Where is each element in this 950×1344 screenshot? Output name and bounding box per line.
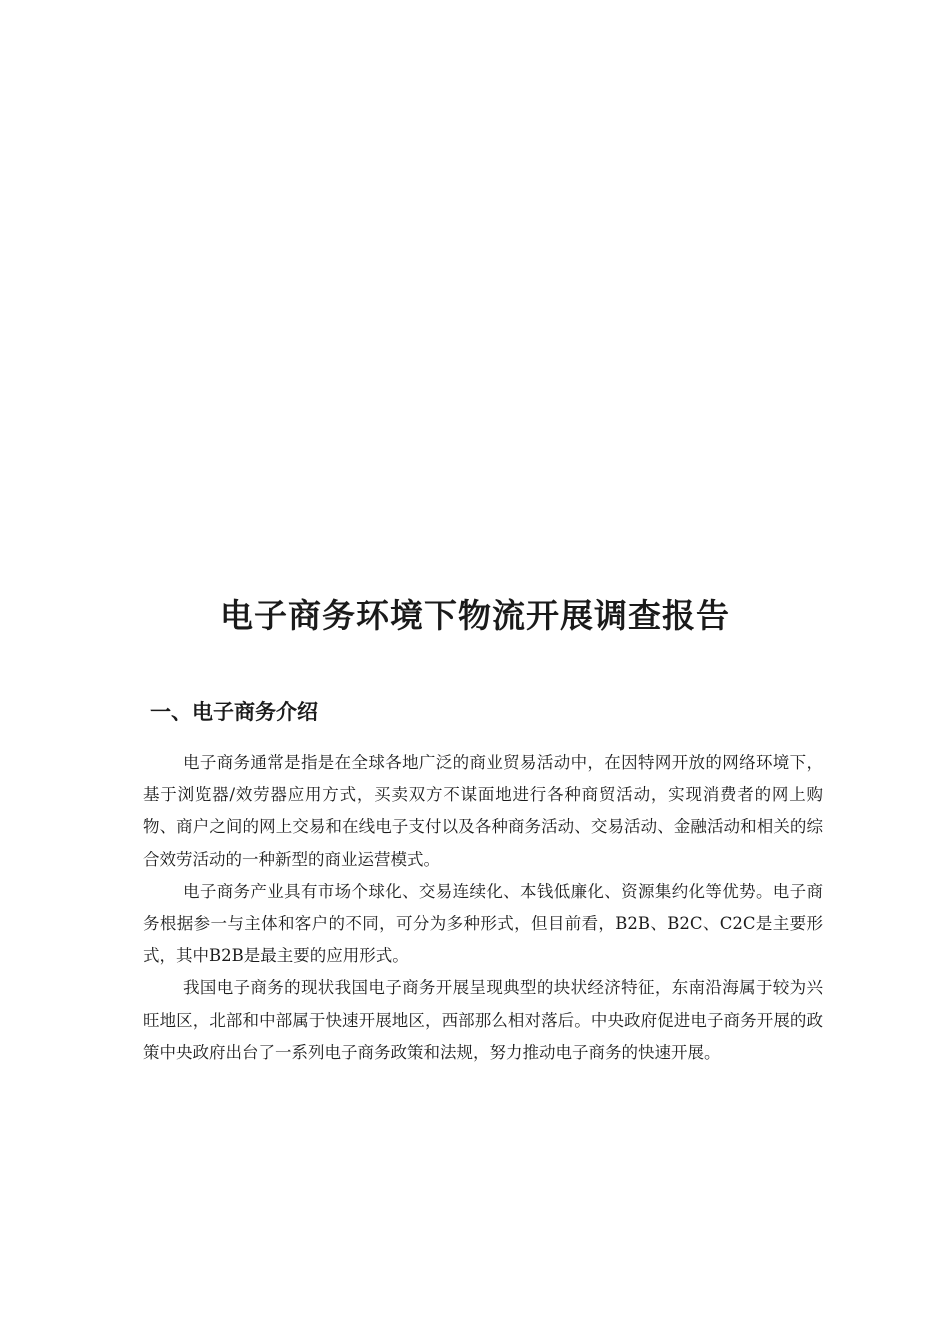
section-body <box>143 747 823 1069</box>
paragraph-2: 电子商务产业具有市场个球化、交易连续化、本钱低廉化、资源集约化等优势。电子商务根据参一与主体和客户的不同，可分为多种形式，但目前看，B2B、B2C、C2C是主要形式，其中B2B是最主要的应用形式。 <box>143 881 823 966</box>
section-heading: 一、电子商务介绍 <box>150 700 318 724</box>
paragraph-1: 电子商务通常是指是在全球各地广泛的商业贸易活动中，在因特网开放的网络环境下，基于浏览器/效劳器应用方式，买卖双方不谋面地进行各种商贸活动，实现消费者的网上购物、商户之间的网上交易和在线电子支付以及各种商务活动、交易活动、金融活动和相关的综合效劳活动的一种新型的商业运营模式。 <box>143 753 823 869</box>
paragraph-3: 我国电子商务的现状我国电子商务开展呈现典型的块状经济特征，东南沿海属于较为兴旺地区，北部和中部属于快速开展地区，西部那么相对落后。中央政府促进电子商务开展的政策中央政府出台了一系列电子商务政策和法规，努力推动电子商务的快速开展。 <box>143 978 823 1062</box>
document-title: 电子商务环境下物流开展调查报告 <box>220 596 730 635</box>
